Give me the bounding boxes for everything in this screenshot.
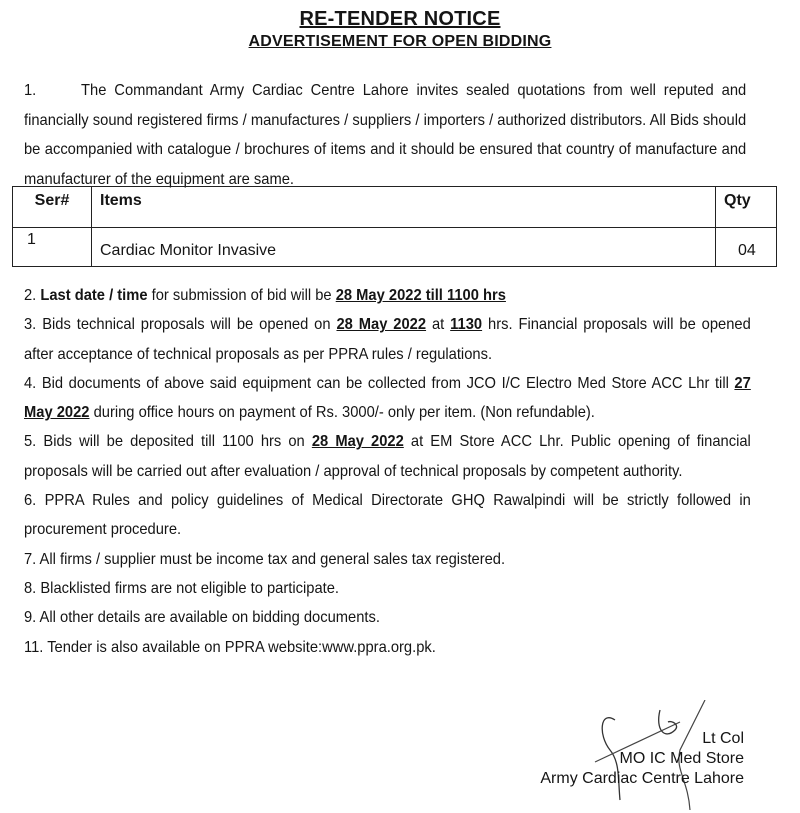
clause-6: 6. PPRA Rules and policy guidelines of Medical Directorate GHQ Rawalpindi will be strictly followed in procurement procedure. — [24, 492, 751, 539]
clauses-list — [24, 281, 751, 662]
signature-block — [540, 729, 744, 789]
header-ser: Ser# — [13, 187, 92, 228]
intro-paragraph — [24, 76, 746, 194]
table-row — [13, 228, 777, 267]
clause-5: 5. Bids will be deposited till 1100 hrs on 28 May 2022 at EM Store ACC Lhr. Public opening of financial proposals will be carried out after evaluation / approval of technical proposals by competent authority. — [24, 433, 751, 480]
cell-item: Cardiac Monitor Invasive — [92, 228, 716, 267]
table-header-row — [13, 187, 777, 228]
intro-number: 1. — [24, 82, 37, 99]
intro-text: The Commandant Army Cardiac Centre Lahore invites sealed quotations from well reputed and financially sound registered firms / manufactures / suppliers / importers / authorized distributors. All Bids should be accompanied with catalogue / brochures of items and it should be ensured that country of manufacture and manufacturer of the equipment are same. — [24, 82, 747, 188]
clause-2: 2. Last date / time for submission of bid will be 28 May 2022 till 1100 hrs — [24, 287, 506, 304]
notice-subtitle: ADVERTISEMENT FOR OPEN BIDDING — [248, 33, 552, 50]
clause-3: 3. Bids technical proposals will be opened on 28 May 2022 at 1130 hrs. Financial proposals will be opened after acceptance of technical proposals as per PPRA rules / regulations. — [24, 316, 751, 363]
notice-title: RE-TENDER NOTICE — [299, 8, 501, 30]
cell-ser: 1 — [13, 228, 92, 267]
signatory-organization: Army Cardiac Centre Lahore — [540, 770, 744, 787]
clause-9: 9. All other details are available on bidding documents. — [24, 609, 380, 627]
signatory-rank: Lt Col — [702, 730, 744, 747]
cell-qty: 04 — [716, 228, 777, 267]
header-qty: Qty — [716, 187, 777, 228]
clause-4: 4. Bid documents of above said equipment can be collected from JCO I/C Electro Med Store ACC Lhr till 27 May 2022 during office hours on payment of Rs. 3000/- only per item. (Non refundable). — [24, 374, 751, 422]
clause-7: 7. All firms / supplier must be income tax and general sales tax registered. — [24, 550, 506, 568]
items-table — [12, 186, 777, 267]
clause-8: 8. Blacklisted firms are not eligible to participate. — [24, 579, 339, 597]
signatory-designation: MO IC Med Store — [619, 750, 744, 767]
header-items: Items — [92, 187, 716, 228]
clause-11: 11. Tender is also available on PPRA website:www.ppra.org.pk. — [24, 638, 436, 656]
